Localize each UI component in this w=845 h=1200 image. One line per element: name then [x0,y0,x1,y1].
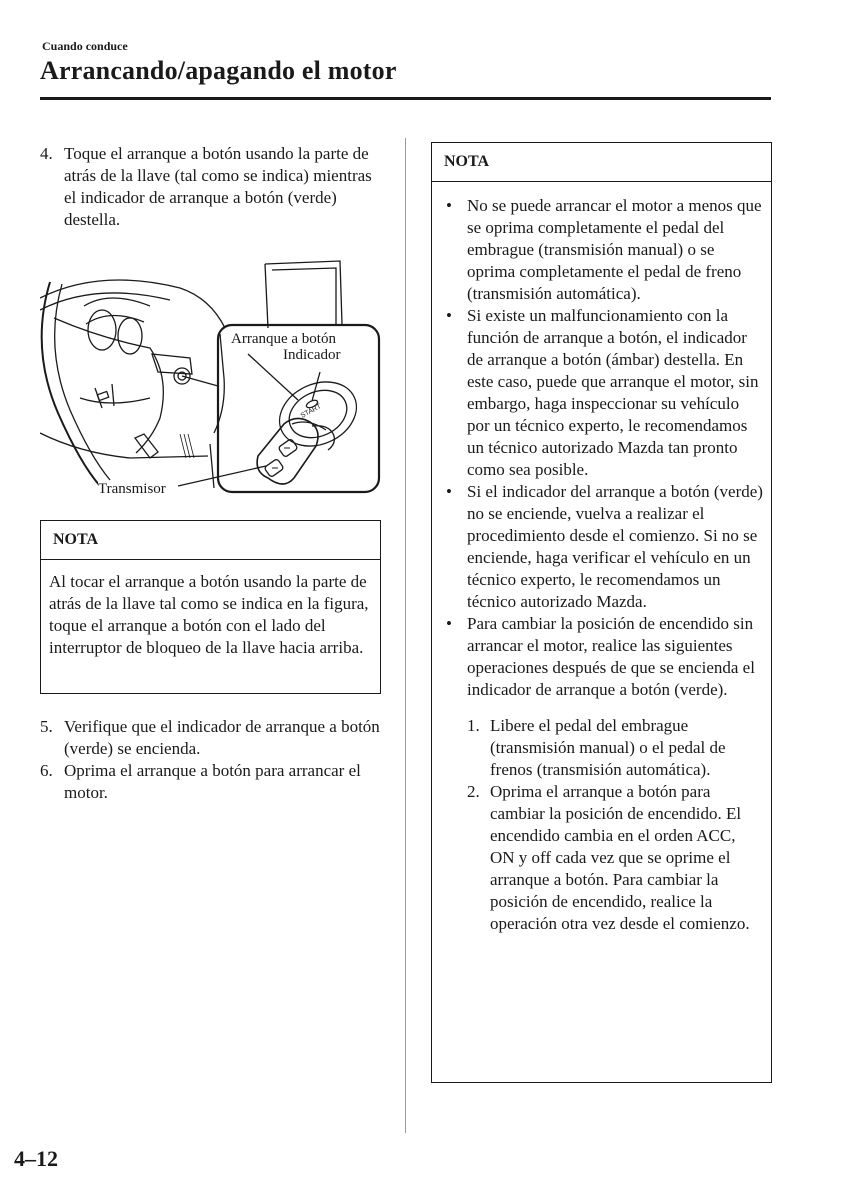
sub-step-1 [467,715,763,781]
step-6 [40,760,380,804]
sub-steps [446,715,763,935]
step-text: Toque el arranque a botón usando la parte de atrás de la llave (tal como se indica) mientras el indicador de arranque a botón (verde) destella. [64,144,372,229]
note-bullet [446,613,763,701]
step-text: Oprima el arranque a botón para arrancar el motor. [64,761,361,802]
start-button-text: START [299,403,323,420]
label-transmitter: Transmisor [98,481,166,497]
note-bullet [446,195,763,305]
sub-step-2 [467,781,763,935]
step-4 [40,143,380,231]
column-divider [405,138,406,1133]
sub-step-number: 1. [467,716,480,735]
push-button-start-figure [40,258,385,503]
note-bullet [446,305,763,481]
steps-5-6 [40,716,380,804]
bullet-text: Si existe un malfuncionamiento con la función de arranque a botón, el indicador de arranque a botón (ámbar) destella. En este caso, puede que arranque el motor, sin embargo, haga inspeccionar su vehículo por un técnico experto, le recomendamos un técnico autorizado Mazda tan pronto como sea posible. [467,306,759,479]
bullet-dot: • [446,614,452,633]
page-number: 4–12 [14,1146,58,1171]
bullet-dot: • [446,306,452,325]
bullet-text: Si el indicador del arranque a botón (verde) no se enciende, vuelva a realizar el procedimiento desde el comienzo. Si no se enciende, haga verificar el vehículo en un técnico experto, le recomendamos un técnico autorizado Mazda. [467,482,763,611]
sub-step-text: Oprima el arranque a botón para cambiar la posición de encendido. El encendido cambia en el orden ACC, ON y off cada vez que se oprime el arranque a botón. Para cambiar la posición de encendido, realice la operación otra vez desde el comienzo. [490,782,750,933]
note-box-right [431,142,772,1083]
step-text: Verifique que el indicador de arranque a botón (verde) se encienda. [64,717,380,758]
note-heading: NOTA [432,143,771,182]
page-title: Arrancando/apagando el motor [40,56,397,85]
bullet-dot: • [446,482,452,501]
section-label: Cuando conduce [42,39,128,53]
note-bullet [446,481,763,613]
sub-step-text: Libere el pedal del embrague (transmisión manual) o el pedal de frenos (transmisión automática). [490,716,726,779]
note-heading: NOTA [41,521,380,560]
label-indicator: Indicador [283,347,341,363]
step-number: 4. [40,144,53,163]
note-body [432,182,771,935]
title-rule [40,97,771,100]
note-box-left [40,520,381,694]
dashboard-illustration [40,258,385,503]
sub-step-number: 2. [467,782,480,801]
bullet-dot: • [446,196,452,215]
bullet-text: No se puede arrancar el motor a menos que se oprima completamente el pedal del embrague (transmisión manual) o se oprima completamente el pedal de freno (transmisión automática). [467,196,762,303]
left-column [40,143,380,231]
step-5 [40,716,380,760]
step-number: 6. [40,761,53,780]
note-text: Al tocar el arranque a botón usando la parte de atrás de la llave tal como se indica en la figura, toque el arranque a botón con el lado del interruptor de bloqueo de la llave hacia arriba. [49,572,369,657]
label-push-button-start: Arranque a botón [231,331,336,347]
step-number: 5. [40,717,53,736]
bullet-text: Para cambiar la posición de encendido sin arrancar el motor, realice las siguientes operaciones después de que se encienda el indicador de arranque a botón (verde). [467,614,755,699]
